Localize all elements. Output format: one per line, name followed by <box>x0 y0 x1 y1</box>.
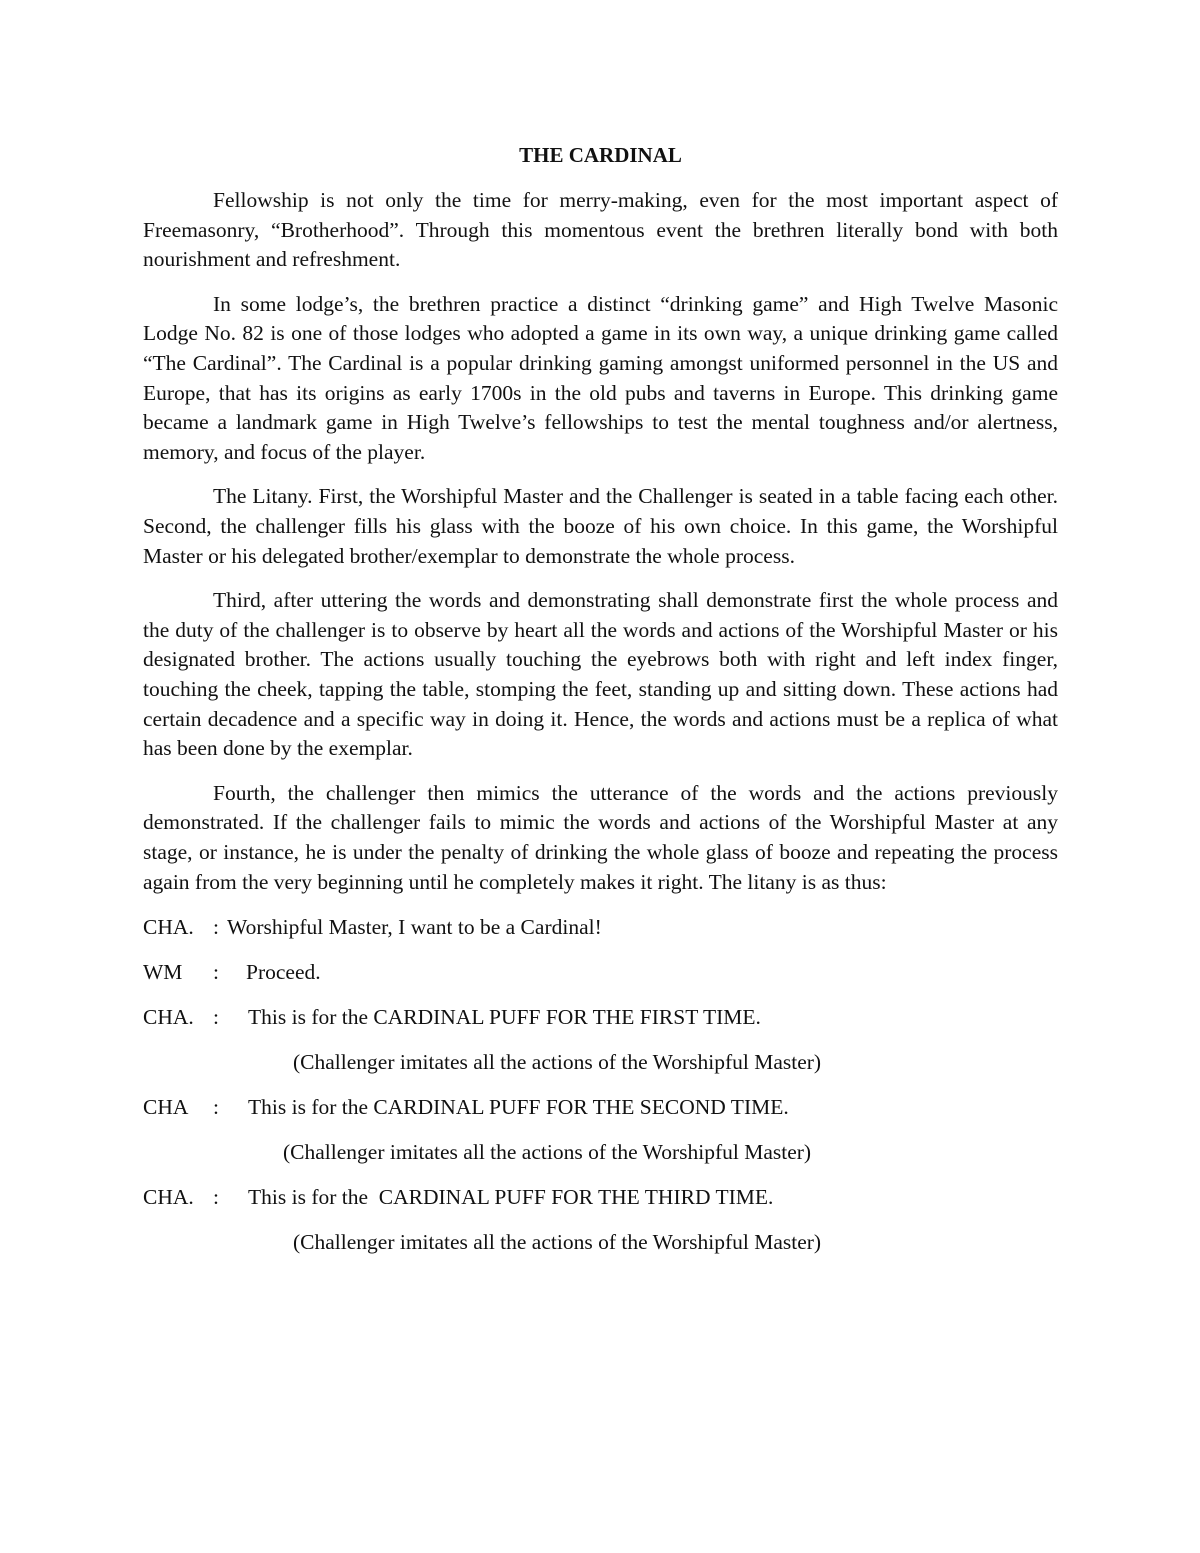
litany-text: This is for the CARDINAL PUFF FOR THE FIRST TIME. <box>248 1004 761 1029</box>
litany-line <box>143 912 1058 942</box>
paragraph-drinking-game: In some lodge’s, the brethren practice a distinct “drinking game” and High Twelve Masonic Lodge No. 82 is one of those lodges who adopted a game in its own way, a unique drinking game called “The Cardinal”. The Cardinal is a popular drinking gaming amongst uniformed personnel in the US and Europe, that has its origins as early 1700s in the old pubs and taverns in Europe. This drinking game became a landmark game in High Twelve’s fellowships to test the mental toughness and/or alertness, memory, and focus of the player. <box>143 291 1058 465</box>
stage-direction <box>143 1137 1058 1167</box>
litany-speaker: CHA. <box>143 1004 194 1029</box>
litany-colon: : <box>213 1004 219 1029</box>
litany-colon: : <box>213 914 219 939</box>
paragraph-fourth-step: Fourth, the challenger then mimics the utterance of the words and the actions previously demonstrated. If the challenger fails to mimic the words and actions of the Worshipful Master at any stage, or instance, he is under the penalty of drinking the whole glass of booze and repeating the process again from the very beginning until he completely makes it right. The litany is as thus: <box>143 780 1058 894</box>
litany-colon: : <box>213 1184 219 1209</box>
litany-text: This is for the CARDINAL PUFF FOR THE SECOND TIME. <box>248 1094 789 1119</box>
litany-speaker: CHA. <box>143 914 194 939</box>
document-title: THE CARDINAL <box>519 143 682 167</box>
litany-speaker: WM <box>143 959 183 984</box>
litany-text: Worshipful Master, I want to be a Cardinal! <box>227 914 602 939</box>
litany-line <box>143 1092 1058 1122</box>
stage-direction <box>143 1047 1058 1077</box>
stage-direction-text: (Challenger imitates all the actions of the Worshipful Master) <box>283 1139 812 1164</box>
litany-speaker: CHA <box>143 1094 189 1119</box>
stage-direction-text: (Challenger imitates all the actions of the Worshipful Master) <box>293 1229 822 1254</box>
litany-text: This is for the CARDINAL PUFF FOR THE THIRD TIME. <box>248 1184 774 1209</box>
litany-line <box>143 1002 1058 1032</box>
litany-line <box>143 957 1058 987</box>
litany-text: Proceed. <box>246 959 321 984</box>
paragraph-litany-intro: The Litany. First, the Worshipful Master and the Challenger is seated in a table facing each other. Second, the challenger fills his glass with the booze of his own choice. In this game, the Worshipful Master or his delegated brother/exemplar to demonstrate the whole process. <box>143 484 1058 568</box>
stage-direction <box>143 1227 1058 1257</box>
litany-colon: : <box>213 959 219 984</box>
litany-section <box>143 912 1058 1257</box>
stage-direction-text: (Challenger imitates all the actions of the Worshipful Master) <box>293 1049 822 1074</box>
litany-line <box>143 1182 1058 1212</box>
litany-colon: : <box>213 1094 219 1119</box>
paragraph-fellowship: Fellowship is not only the time for merry-making, even for the most important aspect of Freemasonry, “Brotherhood”. Through this momentous event the brethren literally bond with both nourishment and refreshment. <box>143 188 1058 272</box>
document-page <box>143 140 1058 1272</box>
paragraph-third-step: Third, after uttering the words and demonstrating shall demonstrate first the whole process and the duty of the challenger is to observe by heart all the words and actions of the Worshipful Master or his designated brother. The actions usually touching the eyebrows both with right and left index finger, touching the cheek, tapping the table, stomping the feet, standing up and sitting down. These actions had certain decadence and a specific way in doing it. Hence, the words and actions must be a replica of what has been done by the exemplar. <box>143 587 1058 761</box>
litany-speaker: CHA. <box>143 1184 194 1209</box>
